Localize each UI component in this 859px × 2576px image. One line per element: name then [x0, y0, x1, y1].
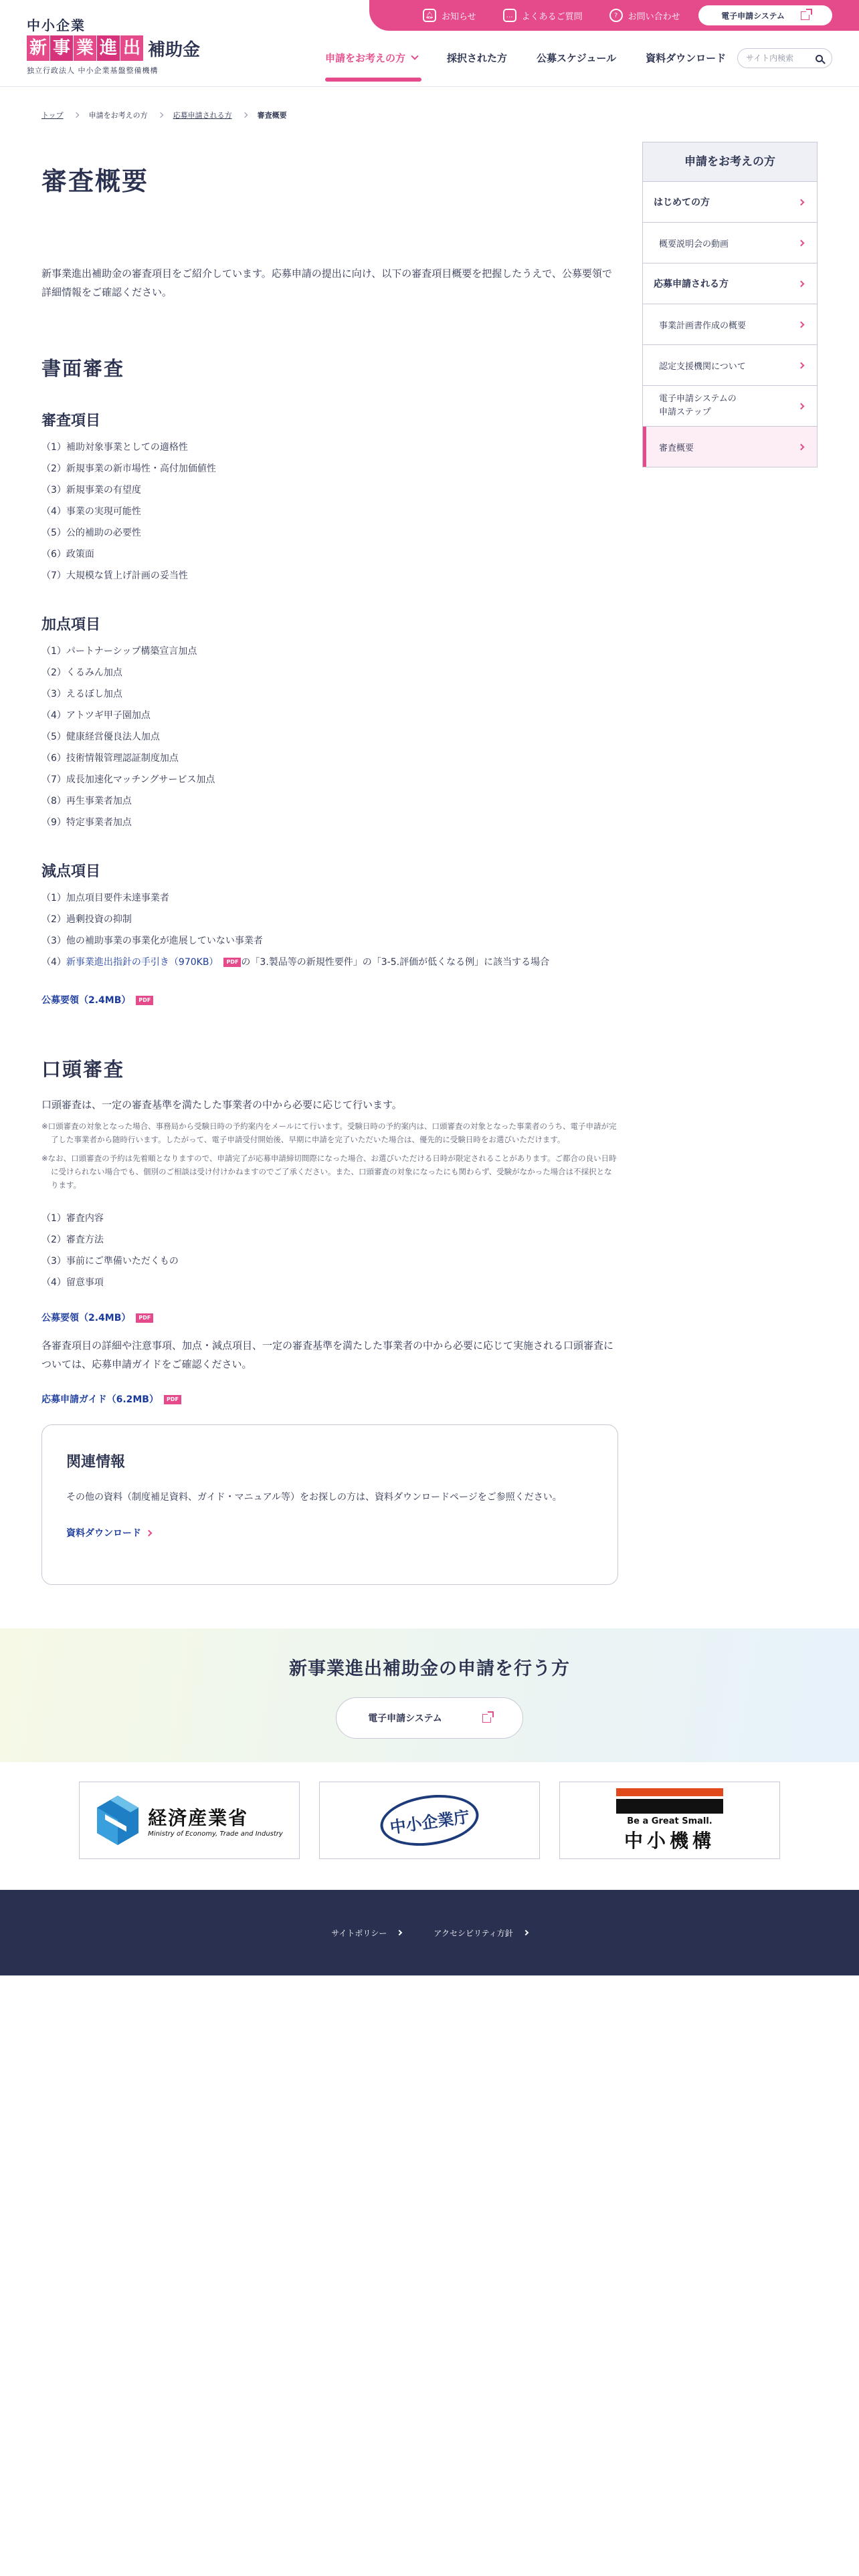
smrj-logo [616, 1788, 723, 1853]
cta-button-label: 電子申請システム [368, 1713, 442, 1724]
external-link-icon [801, 11, 809, 20]
guideline-link-row [41, 1311, 617, 1324]
list-item: （4）事業の実現可能性 [41, 506, 141, 517]
review-items-heading: 審査項目 [41, 413, 101, 429]
sidebar-item-applying[interactable] [643, 263, 817, 304]
nav-selected[interactable]: 採択された方 [447, 52, 508, 64]
sidebar-item-label [659, 393, 737, 419]
faq-link[interactable] [503, 9, 583, 22]
breadcrumb-applying[interactable]: 応募申請される方 [173, 111, 232, 120]
logo-char: 事 [50, 35, 73, 61]
document-review-section [41, 354, 617, 1006]
chevron-right-icon [397, 1930, 402, 1935]
deduction-items-heading: 減点項目 [41, 863, 101, 880]
list-item: （7）大規模な賃上げ計画の妥当性 [41, 570, 188, 581]
meti-logo [96, 1794, 283, 1846]
sidebar-item-label: 応募申請される方 [654, 279, 729, 290]
logo-suffix: 補助金 [148, 39, 201, 60]
news-link[interactable] [423, 9, 476, 22]
oral-review-heading: 口頭審査 [41, 1058, 125, 1081]
sidebar-item-e-application-steps[interactable] [643, 385, 817, 426]
smrj-name: 中小機構 [624, 1829, 715, 1852]
item-suffix: の「3.製品等の新規性要件」の「3-5.評価が低くなる例」に該当する場合 [241, 957, 550, 968]
e-application-button[interactable] [698, 5, 832, 25]
oral-review-items-list [41, 1208, 617, 1293]
chevron-right-icon [73, 112, 78, 118]
partner-logos [79, 1782, 780, 1859]
oral-review-note: ※口頭審査の対象となった場合、事務局から受験日時の予約案内をメールにて行います。受験日時の予約案内は、口頭審査の対象となった事業者のうち、電子申請が完了した事業者から随時行います。したがって、電子申請受付開始後、早期に申請を完了いただいた場合は、優先的に受験日時をお選びいただけます。 [41, 1121, 617, 1144]
oral-review-lead: 口頭審査は、一定の審査基準を満たした事業者の中から必要に応じて行います。 [41, 1099, 402, 1111]
sidebar-item-label-line2: 申請ステップ [659, 407, 711, 417]
downloads-link-label: 資料ダウンロード [66, 1528, 141, 1539]
list-item: （6）技術情報管理認証制度加点 [41, 753, 179, 764]
chevron-right-icon [798, 280, 805, 287]
oral-review-note: ※なお、口頭審査の予約は先着順となりますので、申請完了が応募申請締切間際になった場合、お選びいただける日時が限定されることがあります。ご都合の良い日時に受けられない場合でも、個別のご相談は受け付けかねますのでご了承ください。また、口頭審査の対象になったにも関わらず、受験がなかった場合は不採択となります。 [41, 1154, 617, 1190]
chevron-right-icon [242, 112, 247, 118]
oral-review-section [41, 1055, 617, 1406]
chevron-right-icon [146, 1529, 153, 1536]
list-item: （5）公的補助の必要性 [41, 528, 141, 538]
document-review-heading: 書面審査 [41, 357, 125, 380]
main-content [41, 160, 617, 1406]
pdf-badge: PDF [164, 1395, 181, 1404]
contact-link[interactable] [609, 9, 680, 22]
sidebar-item-label: 概要説明会の動画 [659, 239, 729, 249]
sidebar-item-support-institutions[interactable] [643, 344, 817, 385]
meti-name-jp: 経済産業省 [148, 1806, 249, 1829]
list-item: （3）えるぼし加点 [41, 689, 122, 700]
sidebar-item-label: 事業計画書作成の概要 [659, 320, 747, 331]
nav-schedule[interactable]: 公募スケジュール [537, 52, 617, 64]
oral-review-detail: 各審査項目の詳細や注意事項、加点・減点項目、一定の審査基準を満たした事業者の中から必要に応じて実施される口頭審査については、応募申請ガイドをご確認ください。 [41, 1339, 614, 1370]
site-search [737, 48, 832, 68]
news-label: お知らせ [442, 11, 476, 22]
meti-name-en: Ministry of Economy, Trade and Industry [148, 1830, 283, 1838]
deduction-items-list [41, 887, 617, 973]
nav-downloads[interactable]: 資料ダウンロード [646, 52, 727, 64]
related-text: その他の資料（制度補足資料、ガイド・マニュアル等）をお探しの方は、資料ダウンロードページをご参照ください。 [66, 1492, 562, 1503]
logo-box [27, 35, 144, 61]
cta-band [0, 1628, 859, 1762]
sidebar-item-label: 審査概要 [659, 443, 694, 453]
breadcrumb-top[interactable]: トップ [41, 111, 64, 120]
list-item: （8）再生事業者加点 [41, 796, 132, 807]
smrj-tagline: Be a Great Small. [627, 1816, 712, 1826]
list-item: （6）政策面 [41, 549, 94, 560]
meti-mark-icon [96, 1794, 140, 1846]
page-title: 審査概要 [41, 167, 149, 196]
chevron-right-icon [798, 239, 805, 246]
pdf-badge: PDF [136, 996, 153, 1005]
guideline-link-row [41, 993, 617, 1006]
search-input[interactable] [746, 53, 813, 63]
nav-applicants[interactable] [325, 48, 417, 75]
related-title: 関連情報 [66, 1454, 126, 1471]
guideline-pdf-link[interactable]: 公募要領（2.4MB） [41, 1313, 131, 1323]
list-item: （1）パートナーシップ構築宣言加点 [41, 646, 197, 657]
faq-label: よくあるご質問 [521, 11, 583, 22]
list-item: （3）新規事業の有望度 [41, 485, 141, 496]
smrj-banner[interactable] [559, 1782, 780, 1859]
chusho-logo: 中小企業庁 [377, 1789, 482, 1852]
chusho-banner[interactable] [319, 1782, 540, 1859]
downloads-link[interactable] [66, 1526, 151, 1539]
list-item: （3）他の補助事業の事業化が進展していない事業者 [41, 936, 263, 946]
e-application-label: 電子申請システム [721, 11, 785, 21]
breadcrumb-applicants: 申請をお考えの方 [88, 111, 148, 120]
guide-link-row [41, 1392, 617, 1406]
intro-text: 新事業進出補助金の審査項目をご紹介しています。応募申請の提出に向け、以下の審査項目概要を把握したうえで、公募要領で詳細情報をご確認ください。 [41, 267, 612, 298]
chevron-right-icon [157, 112, 163, 118]
footer-link-label: サイトポリシー [331, 1928, 387, 1938]
nav-applicants-label: 申請をお考えの方 [325, 52, 406, 64]
footer-accessibility-link[interactable] [434, 1927, 527, 1939]
smrj-mark [616, 1799, 723, 1814]
chevron-right-icon [798, 199, 805, 205]
logo-org: 独立行政法人 中小企業基盤整備機構 [27, 66, 159, 75]
sidebar-item-first-time[interactable] [643, 181, 817, 222]
sidebar-item-label: 認定支援機関について [659, 361, 746, 372]
sidebar-item-label: はじめての方 [654, 197, 710, 208]
cta-title: 新事業進出補助金の申請を行う方 [289, 1658, 570, 1679]
pdf-badge: PDF [136, 1313, 153, 1323]
breadcrumb-current: 審査概要 [257, 111, 287, 120]
site-header [0, 0, 859, 87]
bonus-items-heading: 加点項目 [41, 617, 101, 633]
chevron-right-icon [798, 403, 805, 409]
list-item: （2）過剰投資の抑制 [41, 914, 132, 925]
chevron-right-icon [523, 1930, 529, 1935]
list-item: （1）加点項目要件未達事業者 [41, 893, 169, 903]
logo-main [27, 35, 201, 61]
item-prefix: （4） [41, 957, 66, 968]
chevron-down-icon [411, 52, 418, 60]
guidebook-pdf-link[interactable]: 新事業進出指針の手引き（970KB） [66, 957, 219, 968]
sidebar-item-briefing-video[interactable] [643, 222, 817, 263]
list-item [41, 952, 617, 973]
pdf-badge: PDF [223, 958, 241, 967]
cta-e-application-button[interactable] [336, 1697, 523, 1739]
external-link-icon [482, 1714, 491, 1723]
breadcrumb [41, 110, 287, 120]
list-item: （1）審査内容 [41, 1213, 104, 1224]
logo-char: 進 [97, 35, 120, 61]
list-item: （4）アトツギ甲子園加点 [41, 710, 151, 721]
sidebar-item-business-plan[interactable] [643, 304, 817, 344]
list-item: （5）健康経営優良法人加点 [41, 732, 160, 742]
related-info-card [41, 1424, 618, 1585]
chat-bubble-icon: … [503, 9, 516, 22]
site-logo[interactable] [27, 15, 201, 76]
list-item: （2）審査方法 [41, 1235, 104, 1245]
bell-icon: 🔔︎ [423, 9, 436, 22]
sidebar-nav [642, 142, 818, 467]
list-item: （2）新規事業の新市場性・高付加価値性 [41, 463, 216, 474]
chevron-right-icon [798, 443, 805, 450]
list-item: （4）留意事項 [41, 1277, 104, 1288]
bonus-items-list [41, 641, 617, 833]
guideline-pdf-link[interactable]: 公募要領（2.4MB） [41, 995, 131, 1006]
question-icon: ? [609, 9, 623, 22]
sidebar-item-review-overview[interactable] [643, 426, 817, 467]
logo-line1: 中小企業 [27, 17, 86, 33]
chevron-right-icon [798, 321, 805, 328]
list-item: （1）補助対象事業としての適格性 [41, 442, 188, 453]
list-item: （9）特定事業者加点 [41, 817, 132, 828]
chevron-right-icon [798, 362, 805, 368]
footer-site-policy-link[interactable] [331, 1927, 401, 1939]
logo-char: 出 [120, 35, 143, 61]
list-item: （7）成長加速化マッチングサービス加点 [41, 774, 215, 785]
list-item: （3）事前にご準備いただくもの [41, 1256, 179, 1267]
review-items-list [41, 437, 617, 586]
site-footer [0, 1890, 859, 1975]
utility-bar [369, 0, 859, 31]
search-icon[interactable] [816, 55, 823, 62]
global-nav [325, 48, 755, 75]
meti-banner[interactable] [79, 1782, 300, 1859]
footer-link-label: アクセシビリティ方針 [434, 1928, 513, 1938]
list-item: （2）くるみん加点 [41, 667, 122, 678]
contact-label: お問い合わせ [628, 11, 680, 22]
logo-char: 業 [74, 35, 96, 61]
sidebar-heading: 申請をお考えの方 [643, 142, 817, 181]
sidebar-item-label-line1: 電子申請システムの [659, 394, 737, 404]
smrj-mark [616, 1788, 723, 1796]
logo-char: 新 [27, 35, 50, 61]
application-guide-pdf-link[interactable]: 応募申請ガイド（6.2MB） [41, 1394, 159, 1405]
